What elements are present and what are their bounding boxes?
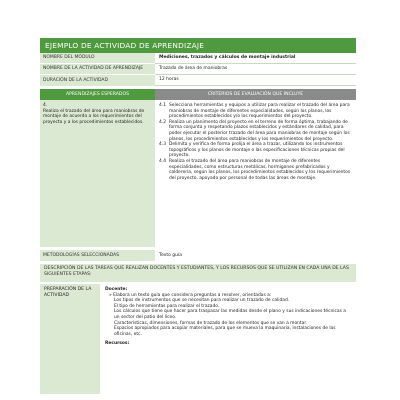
info-value: 12 horas [155, 75, 356, 86]
info-value: Trazado de área de maniobras [155, 64, 356, 75]
preparacion-item: Espacios apropiados para acopiar materiales, para que se mueva la maquinaria, instalaciones de las oficinas, etc. [114, 326, 336, 337]
preparacion-content [100, 284, 356, 394]
metodologias-value: Texto guía [155, 250, 356, 261]
aprendizaje-cell [40, 100, 155, 247]
criterio-number: 4.2 [159, 119, 166, 125]
table-header [40, 89, 356, 100]
criterio-item [159, 103, 352, 120]
info-label: NOMBRE DEL MÓDULO [40, 53, 155, 64]
criterio-text: Delimita y verifica de forma prolija el área a trazar, utilizando los instrumentos topográficos y los planos de montaje o las especificaciones técnicas propias del proyecto. [169, 142, 345, 159]
preparacion-intro: » Elabora un texto guía que considera preguntas a resolver, orientadas a: [109, 292, 272, 298]
criterio-number: 4.3 [159, 142, 166, 148]
criterio-text: Selecciona herramientas y equipos a utilizar para realizar el trazado del área para maniobras de montaje de diferentes especialidades, según los planos, los procedimientos establecidos y/o los requerimientos del proyecto. [169, 103, 350, 120]
info-label: NOMBRE DE LA ACTIVIDAD DE APRENDIZAJE [40, 64, 155, 75]
aprendizaje-number: 4. [43, 103, 48, 108]
criterio-text: Realiza un planimento del proyecto en el terreno de forma óptima, trabajando de forma conjunta y respetando plazos establecidos y estándares de calidad, para poder ejecutar el posterior trazado del área para maniobras de montaje según los planos, los procedimientos establecidos y los requerimientos del proyecto. [169, 119, 350, 142]
criterio-item [159, 142, 352, 159]
preparacion-label: PREPARACIÓN DE LA ACTIVIDAD [40, 284, 100, 394]
info-row-modulo [40, 53, 356, 64]
info-value: Mediciones, trazados y cálculos de montaje industrial [155, 53, 356, 64]
column-header-criterios: CRITERIOS DE EVALUACIÓN QUE INCLUYE [155, 89, 356, 100]
preparacion-row [40, 284, 356, 394]
aprendizaje-text: Realiza el trazado del área para maniobras de montaje de acuerdo a los requerimientos del proyecto y a los procedimientos establecidos. [43, 108, 145, 125]
preparacion-item: Los tipos de instrumentos que se necesitan para realizar un trazado de calidad. [114, 298, 290, 304]
criterio-item [159, 120, 352, 142]
criterio-item [159, 159, 352, 181]
info-row-actividad [40, 64, 356, 75]
info-row-duracion [40, 75, 356, 86]
metodologias-row [40, 250, 356, 261]
criterio-text: Realiza el trazado del área para maniobras de montaje de diferentes especialidades, como estructuras metálicas, hormigones prefabricados y calderería, según los planos, los procedimientos establecidos y los requerimientos del proyecto, apoyado por personal de todas las áreas de montaje. [169, 158, 351, 181]
docente-heading: Docente: [105, 287, 128, 292]
preparacion-item: El tipo de herramientas para realizar el trazado. [114, 303, 220, 309]
column-header-aprendizajes: APRENDIZAJES ESPERADOS [40, 89, 155, 100]
document-page [40, 38, 356, 400]
criterios-cell [155, 100, 356, 247]
table-body [40, 100, 356, 247]
recursos-heading: Recursos: [105, 341, 130, 347]
descripcion-heading: DESCRIPCIÓN DE LAS TAREAS QUE REALIZAN DOCENTES Y ESTUDIANTES, Y LOS RECURSOS QUE SE UTILIZAN EN CADA UNA DE LAS SIGUIENTES ETAPAS: [40, 264, 356, 282]
criterio-number: 4.1 [159, 103, 166, 108]
metodologias-label: METODOLOGÍAS SELECCIONADAS [40, 250, 155, 261]
preparacion-item: Los cálculos que tiene que hacer para traspasar las medidas desde el plano y sus indicaciones técnicas a un sector del patio del liceo. [114, 309, 346, 320]
criterio-number: 4.4 [159, 158, 166, 164]
document-title: EJEMPLO DE ACTIVIDAD DE APRENDIZAJE [40, 38, 356, 53]
preparacion-item: Características, dimensiones, formas de trazado de los elementos que se van a montar. [114, 320, 308, 326]
info-label: DURACIÓN DE LA ACTIVIDAD [40, 75, 155, 86]
